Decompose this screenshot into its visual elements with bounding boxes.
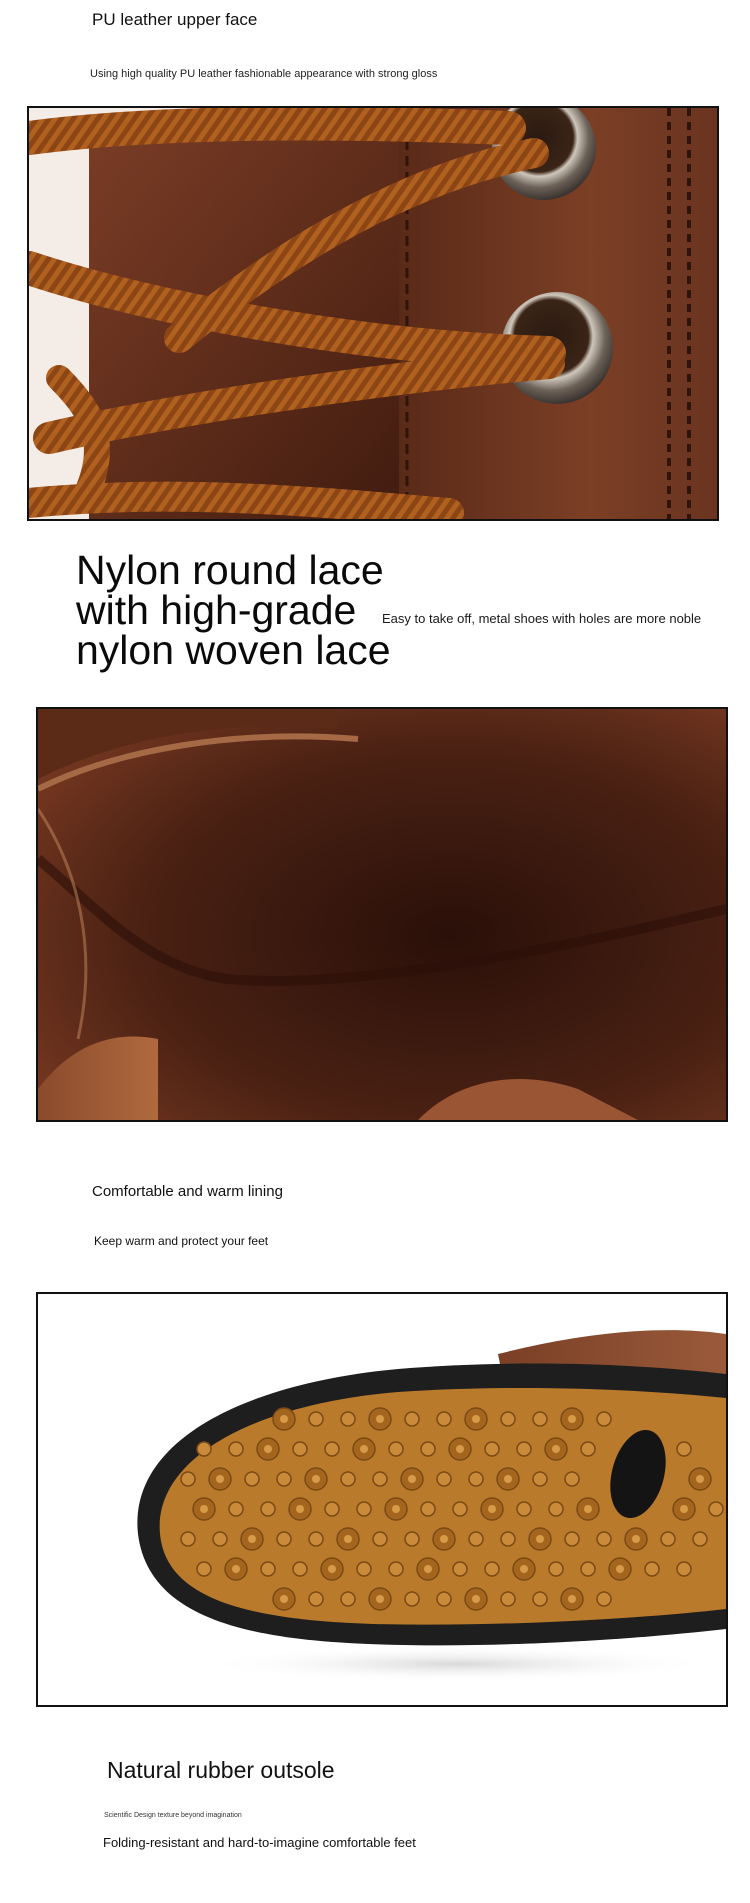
lace-heading-line-2: with high-grade <box>76 587 357 633</box>
outsole-subtitle: Folding-resistant and hard-to-imagine comfortable feet <box>103 1835 416 1850</box>
lining-title: Comfortable and warm lining <box>92 1183 283 1200</box>
upper-title: PU leather upper face <box>92 10 258 29</box>
lining-illustration <box>38 709 726 1120</box>
lining-closeup-photo <box>36 707 728 1122</box>
upper-subtitle: Using high quality PU leather fashionable appearance with strong gloss <box>90 68 438 80</box>
outsole-illustration <box>38 1294 726 1705</box>
outsole-photo <box>36 1292 728 1707</box>
lace-note: Easy to take off, metal shoes with holes are more noble <box>382 611 702 626</box>
lining-subtitle: Keep warm and protect your feet <box>94 1234 269 1248</box>
lace-closeup-photo <box>27 106 719 521</box>
lace-heading <box>76 547 396 673</box>
lace-heading-line-1: Nylon round lace <box>76 547 384 593</box>
lace-closeup-illustration <box>29 108 717 519</box>
outsole-title: Natural rubber outsole <box>107 1757 335 1783</box>
lace-heading-line-3: nylon woven lace <box>76 627 391 673</box>
outsole-tagline: Scientific Design texture beyond imagination <box>104 1812 242 1819</box>
